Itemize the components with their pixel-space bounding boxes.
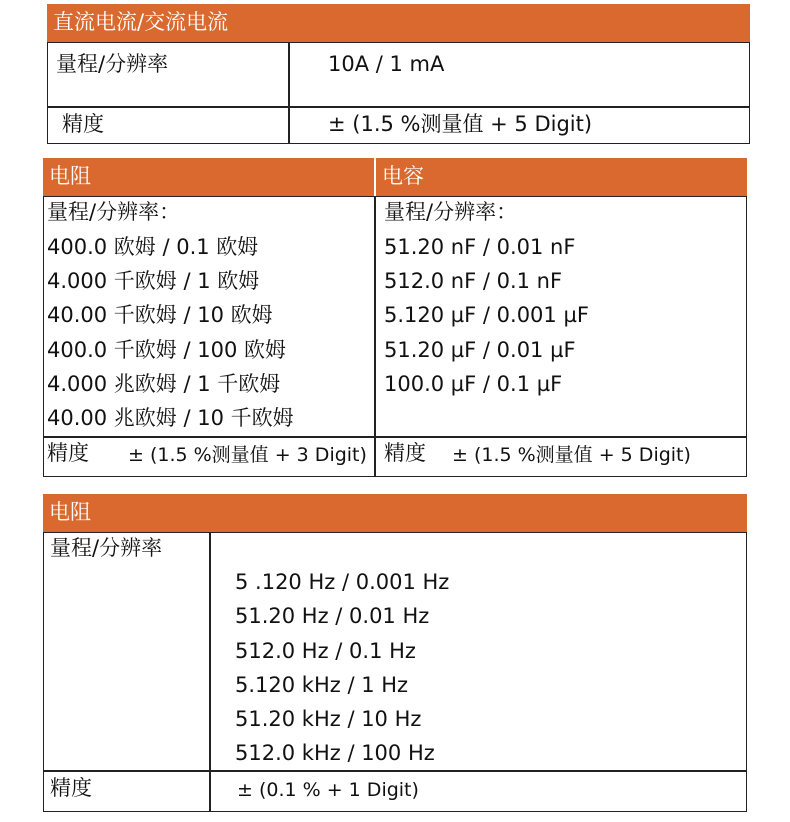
capacitance-header: 电容: [376, 158, 747, 196]
frequency-range: 512.0 Hz / 0.1 Hz: [235, 639, 416, 663]
capacitance-range: 100.0 µF / 0.1 µF: [384, 372, 563, 396]
capacitance-accuracy-label: 精度: [384, 441, 426, 465]
accuracy-value: ± (1.5 %测量值 + 5 Digit): [328, 112, 593, 136]
resistance-range: 400.0 欧姆 / 0.1 欧姆: [47, 235, 259, 259]
range-label: 量程/分辨率: [56, 52, 169, 76]
frequency-range-label: 量程/分辨率: [50, 536, 163, 560]
resistance-accuracy-label: 精度: [47, 441, 89, 465]
resistance-range: 4.000 千欧姆 / 1 欧姆: [47, 269, 260, 293]
frequency-range: 51.20 Hz / 0.01 Hz: [235, 604, 430, 628]
divider: [47, 106, 750, 108]
capacitance-range: 51.20 nF / 0.01 nF: [384, 235, 576, 259]
dc-ac-current-header: 直流电流/交流电流: [47, 4, 750, 42]
header-divider: [374, 158, 376, 196]
frequency-range: 5 .120 Hz / 0.001 Hz: [235, 570, 450, 594]
resistance-accuracy-value: ± (1.5 %测量值 + 3 Digit): [128, 444, 367, 466]
capacitance-range: 51.20 µF / 0.01 µF: [384, 338, 576, 362]
range-value: 10A / 1 mA: [328, 52, 445, 76]
divider: [43, 436, 747, 438]
frequency-accuracy-label: 精度: [50, 776, 92, 800]
capacitance-range-label: 量程/分辨率：: [384, 200, 518, 224]
frequency-header: 电阻: [43, 494, 747, 532]
capacitance-accuracy-value: ± (1.5 %测量值 + 5 Digit): [452, 444, 691, 466]
divider: [374, 196, 376, 477]
resistance-range: 400.0 千欧姆 / 100 欧姆: [47, 338, 286, 362]
divider: [288, 42, 290, 144]
frequency-range: 51.20 kHz / 10 Hz: [235, 707, 422, 731]
divider: [43, 770, 747, 772]
accuracy-label: 精度: [62, 112, 104, 136]
resistance-range: 4.000 兆欧姆 / 1 千欧姆: [47, 372, 281, 396]
frequency-range: 5.120 kHz / 1 Hz: [235, 673, 409, 697]
resistance-range: 40.00 千欧姆 / 10 欧姆: [47, 303, 273, 327]
resistance-range: 40.00 兆欧姆 / 10 千欧姆: [47, 406, 294, 430]
capacitance-range: 5.120 µF / 0.001 µF: [384, 303, 589, 327]
resistance-range-label: 量程/分辨率：: [47, 200, 181, 224]
frequency-accuracy-value: ± (0.1 % + 1 Digit): [237, 779, 419, 801]
frequency-range: 512.0 kHz / 100 Hz: [235, 741, 435, 765]
resistance-header: 电阻: [43, 158, 374, 196]
capacitance-range: 512.0 nF / 0.1 nF: [384, 269, 563, 293]
